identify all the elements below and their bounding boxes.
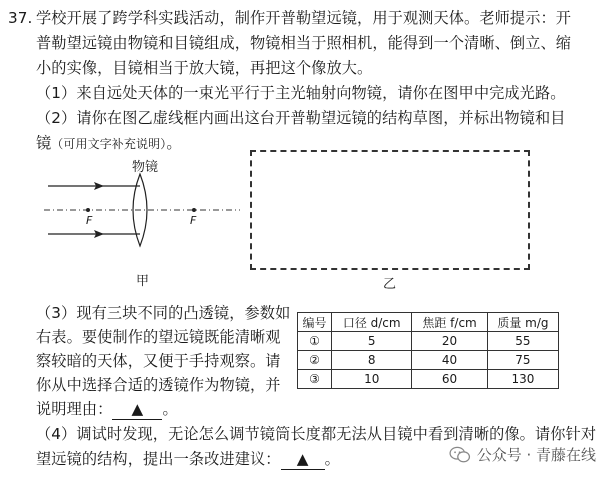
focal-point-left — [86, 208, 90, 212]
stem-line-1: 学校开展了跨学科实践活动，制作开普勒望远镜，用于观测天体。老师提示：开 — [36, 9, 572, 27]
part2-text-a: 镜 — [36, 134, 52, 152]
cell-mass: 75 — [487, 351, 558, 370]
part2-text-line2 — [36, 133, 182, 154]
part4-period: 。 — [324, 450, 340, 468]
cell-aperture: 5 — [332, 332, 412, 351]
wechat-icon — [449, 446, 471, 464]
focus-label-left: F — [86, 214, 93, 227]
part3-period: 。 — [162, 400, 178, 418]
cell-mass: 55 — [487, 332, 558, 351]
drawing-area-yi[interactable] — [250, 150, 530, 270]
cell-id: ③ — [298, 370, 332, 389]
cell-id: ① — [298, 332, 332, 351]
header-aperture: 口径 d/cm — [332, 313, 412, 332]
caption-jia: 甲 — [136, 274, 150, 289]
cell-aperture: 8 — [332, 351, 412, 370]
part4-line-2 — [36, 449, 340, 470]
lens-parameter-table — [297, 312, 559, 389]
part3-line-2: 右表。要使制作的望远镜既能清晰观 — [36, 328, 281, 346]
answer-marker: ▲ — [131, 400, 144, 418]
cell-focal-length: 20 — [412, 332, 488, 351]
watermark-text: 公众号 · 青藤在线 — [476, 446, 596, 464]
part4-line-1: （4）调试时发现，无论怎么调节镜筒长度都无法从目镜中看到清晰的像。请你针对 — [36, 425, 597, 443]
part1-text: （1）来自远处天体的一束光平行于主光轴射向物镜，请你在图甲中完成光路。 — [36, 84, 566, 102]
part3-answer-blank[interactable] — [112, 399, 162, 420]
table-row — [298, 351, 559, 370]
part4-suggestion-label: 望远镜的结构，提出一条改进建议： — [36, 450, 281, 468]
cell-aperture: 10 — [332, 370, 412, 389]
part3-line-5 — [36, 399, 178, 420]
part3-line-4: 你从中选择合适的透镜作为物镜，并 — [36, 376, 281, 394]
cell-focal-length: 60 — [412, 370, 488, 389]
stem-line-2: 普勒望远镜由物镜和目镜组成，物镜相当于照相机，能得到一个清晰、倒立、缩 — [36, 34, 572, 52]
table-row — [298, 370, 559, 389]
table-header-row — [298, 313, 559, 332]
lens-label: 物镜 — [132, 160, 159, 175]
part3-line-3: 察较暗的天体，又便于手持观察。请 — [36, 352, 281, 370]
cell-focal-length: 40 — [412, 351, 488, 370]
part3-line-1: （3）现有三块不同的凸透镜，参数如 — [36, 304, 291, 322]
watermark — [449, 444, 596, 465]
cell-mass: 130 — [487, 370, 558, 389]
part2-text-line1: （2）请你在图乙虚线框内画出这台开普勒望远镜的结构草图，并标出物镜和目 — [36, 109, 566, 127]
caption-yi: 乙 — [383, 277, 397, 292]
focus-label-right: F — [190, 214, 197, 227]
part2-note: （可用文字补充说明） — [51, 137, 167, 151]
header-id: 编号 — [298, 313, 332, 332]
question-number: 37. — [8, 9, 33, 27]
answer-marker: ▲ — [296, 450, 309, 468]
header-mass: 质量 m/g — [487, 313, 558, 332]
focal-point-right — [192, 208, 196, 212]
cell-id: ② — [298, 351, 332, 370]
part4-answer-blank[interactable] — [281, 449, 325, 470]
stem-line-3: 小的实像，目镜相当于放大镜，再把这个像放大。 — [36, 59, 373, 77]
part2-text-c: 。 — [166, 134, 182, 152]
part3-reason-label: 说明理由： — [36, 400, 113, 418]
figure-jia-lens-diagram — [44, 160, 244, 270]
table-row — [298, 332, 559, 351]
header-focal-length: 焦距 f/cm — [412, 313, 488, 332]
